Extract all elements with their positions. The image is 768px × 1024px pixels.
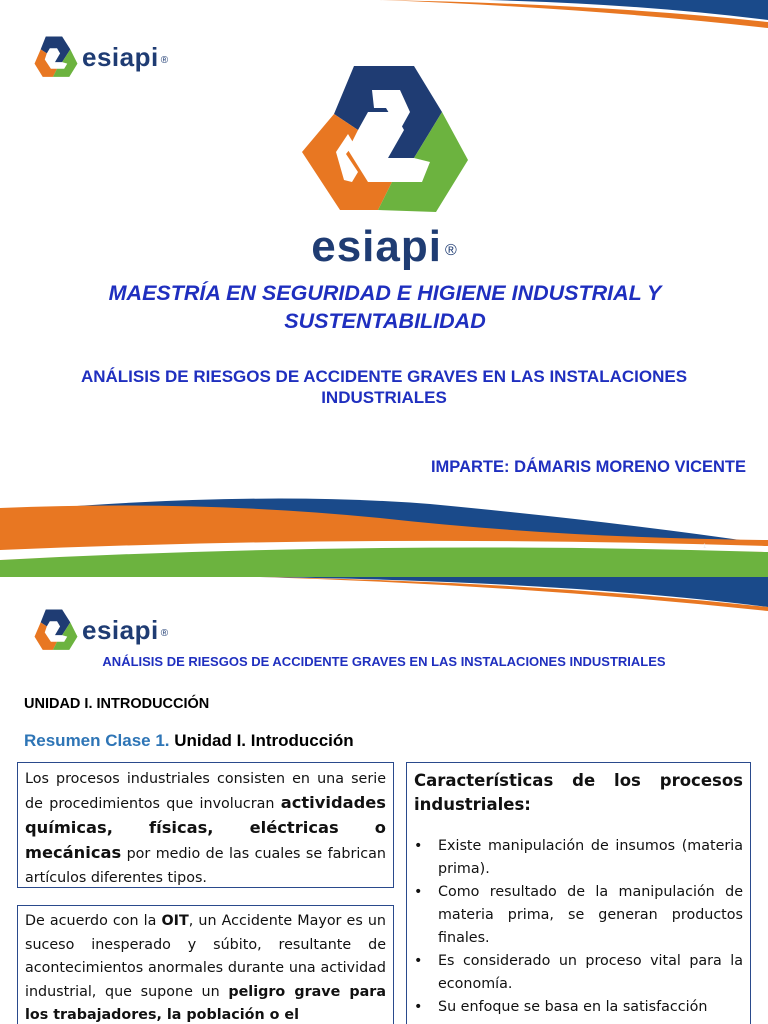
content-slide xyxy=(0,577,768,1024)
course-title: ANÁLISIS DE RIESGOS DE ACCIDENTE GRAVES EN LAS INSTALACIONES INDUSTRIALES xyxy=(80,367,688,407)
oit-text-middle: , un Accidente Mayor es un suceso inesperado y súbito, resultante de acontecimientos anormales durante una actividad industrial, que supone un xyxy=(25,913,386,1000)
logo-wordmark: esiapi xyxy=(82,614,159,645)
course-title: ANÁLISIS DE RIESGOS DE ACCIDENTE GRAVES EN LAS INSTALACIONES INDUSTRIALES xyxy=(102,654,666,669)
list-item: • Su enfoque se basa en la satisfacción xyxy=(414,996,743,1019)
characteristics-heading-line1: Características de los procesos xyxy=(414,771,743,790)
summary-label: Resumen Clase 1. xyxy=(24,731,170,750)
summary-title: Unidad I. Introducción xyxy=(169,731,354,750)
big-logo-text: esiapi xyxy=(311,222,442,271)
esiapi-emblem-icon xyxy=(30,607,82,653)
program-title: MAESTRÍA EN SEGURIDAD E HIGIENE INDUSTRIAL Y SUSTENTABILIDAD xyxy=(108,281,662,333)
oit-text: De acuerdo con la xyxy=(25,913,162,929)
bullet-icon: • xyxy=(414,999,423,1015)
oit-acronym: OIT xyxy=(161,913,189,929)
definition-text: Los procesos industriales consisten en una serie de procedimientos que involucran xyxy=(25,771,386,812)
registered-mark: ® xyxy=(160,54,169,66)
definition-text-end: por medio de las cuales se fabrican artículos diferentes tipos. xyxy=(25,846,386,886)
oit-emphasis: peligro grave para los trabajadores, la población o el xyxy=(25,983,386,1023)
big-registered-mark: ® xyxy=(444,242,457,259)
list-item: • Existe manipulación de insumos (materia prima). xyxy=(414,835,743,881)
unit-heading: UNIDAD I. INTRODUCCIÓN xyxy=(24,696,210,712)
instructor-line: IMPARTE: DÁMARIS MORENO VICENTE xyxy=(430,458,746,476)
registered-mark: ® xyxy=(160,627,169,639)
industrial-process-definition-box xyxy=(17,762,394,888)
esiapi-emblem-icon xyxy=(30,34,82,80)
logo-wordmark: esiapi xyxy=(82,41,159,72)
list-item: • Como resultado de la manipulación de materia prima, se generan productos finales. xyxy=(414,881,743,950)
top-swoosh-decoration xyxy=(0,577,768,611)
characteristics-box xyxy=(406,762,751,1024)
definition-emphasis: actividades químicas, físicas, eléctricas o mecánicas xyxy=(25,793,386,862)
bottom-color-band-decoration xyxy=(0,482,768,577)
characteristics-list xyxy=(414,835,743,1019)
major-accident-definition-box xyxy=(17,905,394,1024)
slide-number: 1 xyxy=(703,544,707,550)
characteristics-heading-line2: industriales: xyxy=(414,795,531,814)
big-logo-wordmark xyxy=(0,222,768,272)
esiapi-emblem-large-icon xyxy=(296,62,472,222)
bullet-icon: • xyxy=(414,884,423,900)
esiapi-logo-small xyxy=(30,607,168,653)
bullet-icon: • xyxy=(414,953,423,969)
summary-heading xyxy=(24,731,354,751)
esiapi-logo-small xyxy=(30,34,168,80)
list-item: • Es considerado un proceso vital para la economía. xyxy=(414,950,743,996)
bullet-icon: • xyxy=(414,838,423,854)
